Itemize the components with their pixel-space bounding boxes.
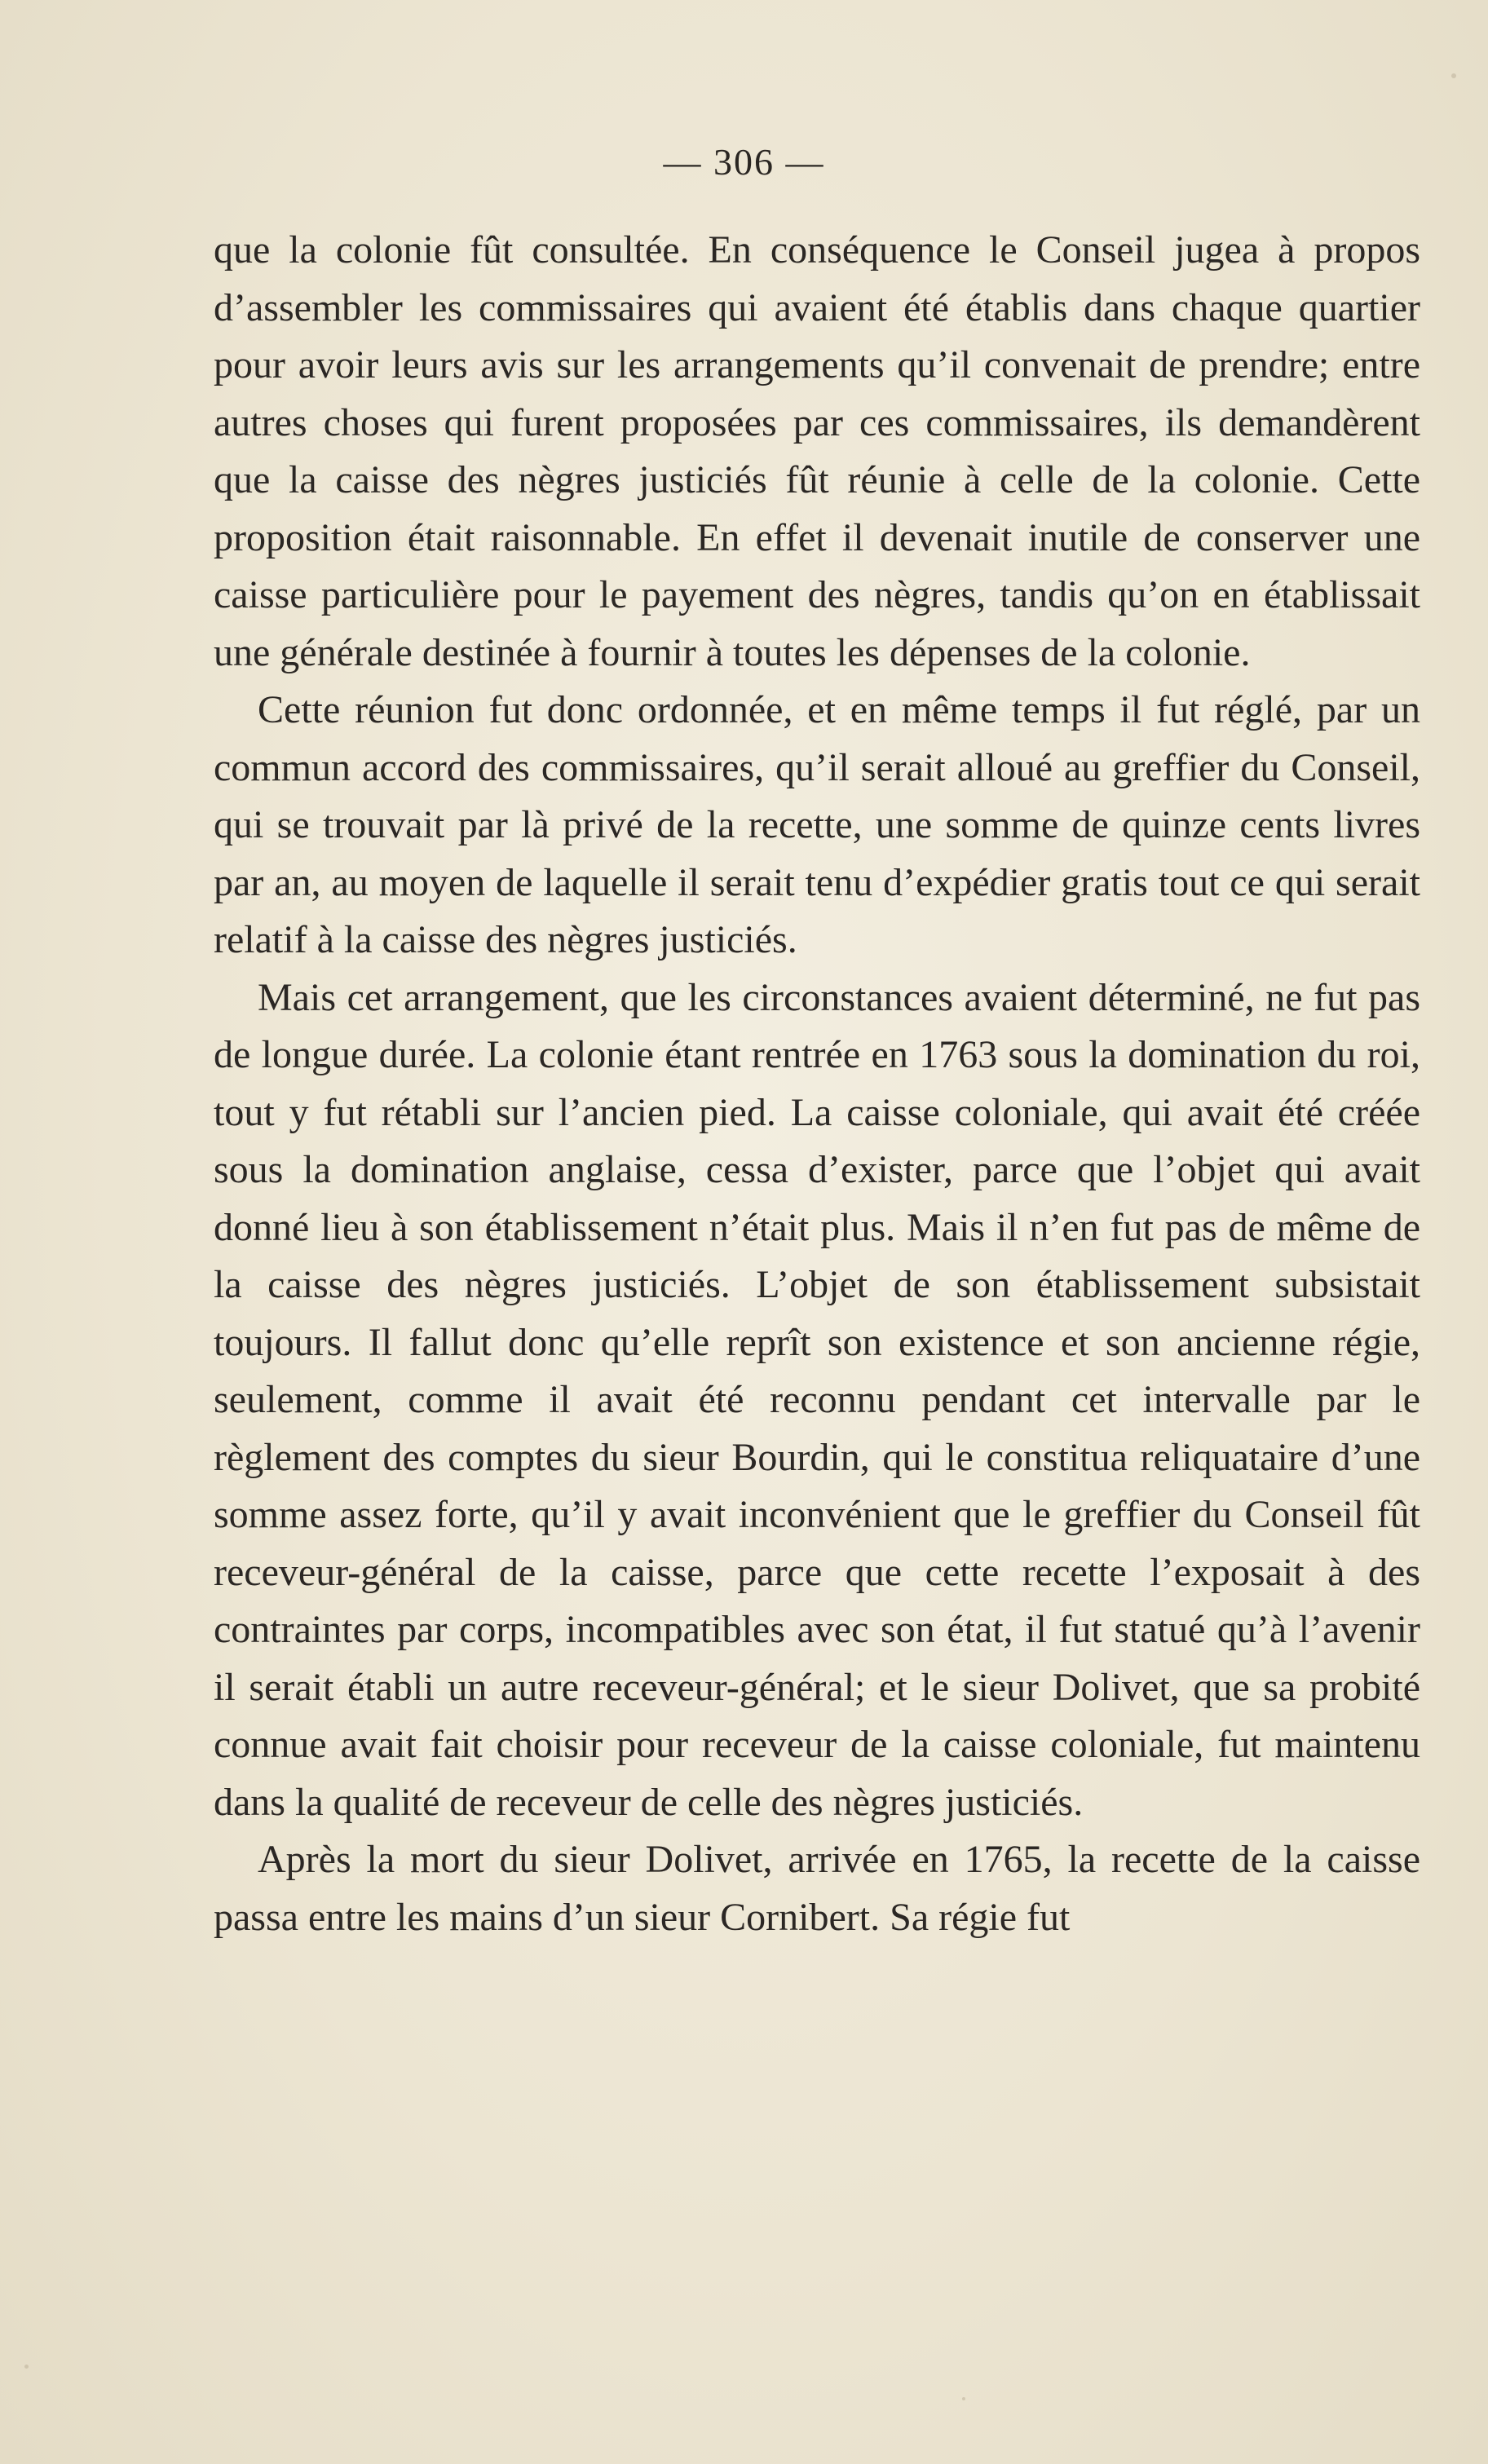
body-text	[214, 222, 1420, 1946]
paragraph-1: que la colonie fût consultée. En conséquence le Conseil jugea à propos d’assembler les commissaires qui avaient été établis dans chaque quartier pour avoir leurs avis sur les arrangements qu’il convenait de prendre; entre autres choses qui furent proposées par ces commissaires, ils demandèrent que la caisse des nègres justiciés fût réunie à celle de la colonie. Cette proposition était raisonnable. En effet il devenait inutile de conserver une caisse particulière pour le payement des nègres, tandis qu’on en établissait une générale destinée à fournir à toutes les dépenses de la colonie.	[214, 228, 1420, 674]
paper-speck	[962, 2397, 965, 2400]
paragraph-3: Mais cet arrangement, que les circonstances avaient déterminé, ne fut pas de longue durée. La colonie étant rentrée en 1763 sous la domination du roi, tout y fut rétabli sur l’ancien pied. La caisse coloniale, qui avait été créée sous la domination anglaise, cessa d’exister, parce que l’objet qui avait donné lieu à son établissement n’était plus. Mais il n’en fut pas de même de la caisse des nègres justiciés. L’objet de son établissement subsistait toujours. Il fallut donc qu’elle reprît son existence et son ancienne régie, seulement, comme il avait été reconnu pendant cet intervalle par le règlement des comptes du sieur Bourdin, qui le constitua reliquataire d’une somme assez forte, qu’il y avait inconvénient que le greffier du Conseil fût receveur-général de la caisse, parce que cette recette l’exposait à des contraintes par corps, incompatibles avec son état, il fut statué qu’à l’avenir il serait établi un autre receveur-général; et le sieur Dolivet, que sa probité connue avait fait choisir pour receveur de la caisse coloniale, fut maintenu dans la qualité de receveur de celle des nègres justiciés.	[214, 975, 1420, 1824]
paper-speck	[24, 2365, 29, 2369]
paper-speck	[1451, 73, 1456, 78]
page-number: — 306 —	[663, 141, 825, 183]
paragraph-2: Cette réunion fut donc ordonnée, et en même temps il fut réglé, par un commun accord des commissaires, qu’il serait alloué au greffier du Conseil, qui se trouvait par là privé de la recette, une somme de quinze cents livres par an, au moyen de laquelle il serait tenu d’expédier gratis tout ce qui serait relatif à la caisse des nègres justiciés.	[214, 688, 1420, 961]
paragraph-4: Après la mort du sieur Dolivet, arrivée en 1765, la recette de la caisse passa entre les mains d’un sieur Cornibert. Sa régie fut	[214, 1838, 1420, 1939]
